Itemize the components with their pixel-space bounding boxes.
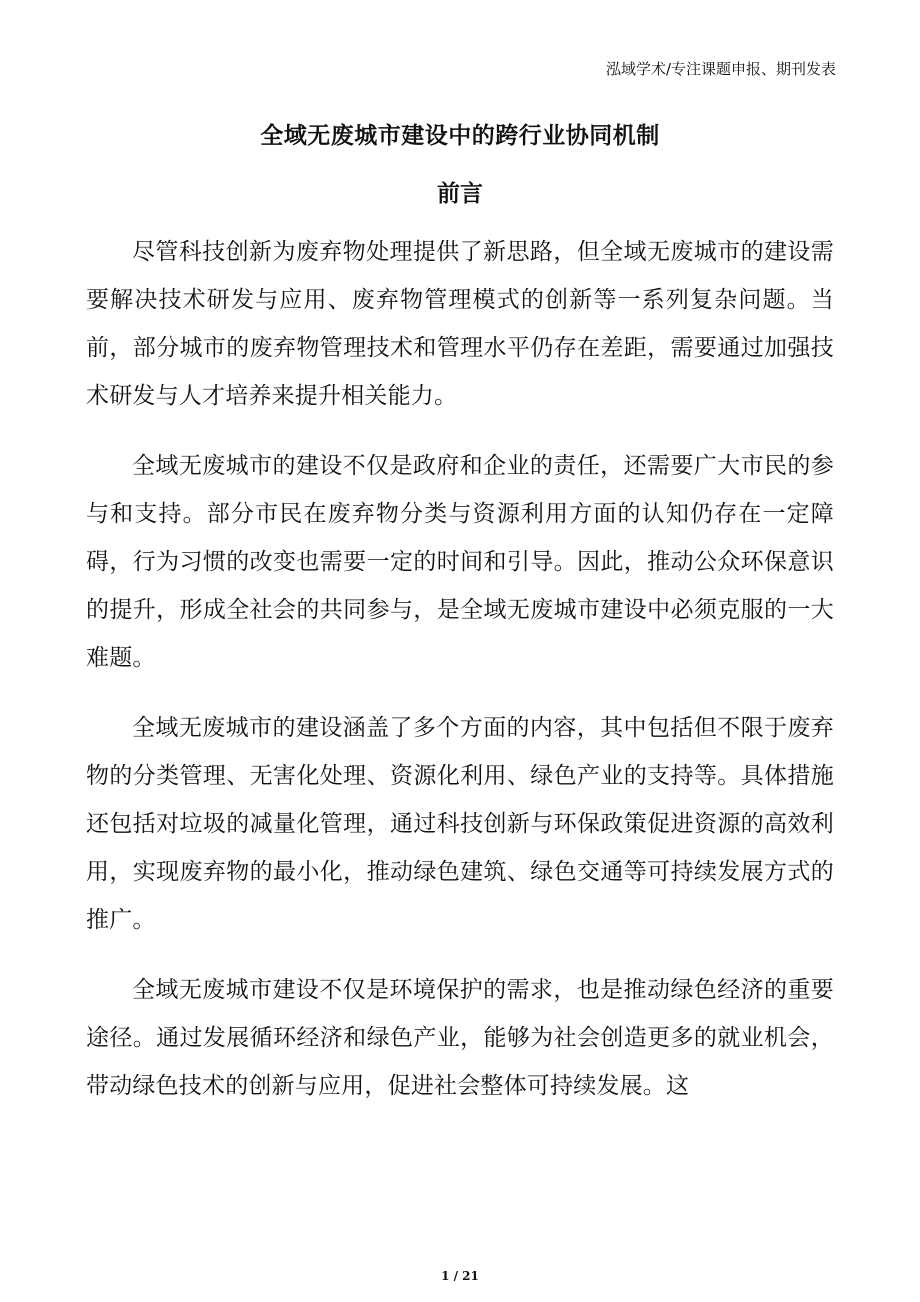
document-title: 全域无废城市建设中的跨行业协同机制 [260, 123, 660, 149]
paragraph-1: 尽管科技创新为废弃物处理提供了新思路，但全域无废城市的建设需要解决技术研发与应用、废弃物管理模式的创新等一系列复杂问题。当前，部分城市的废弃物管理技术和管理水平仍存在差距，需要通过加强技术研发与人才培养来提升相关能力。 [86, 239, 834, 409]
section-heading: 前言 [437, 181, 483, 207]
paragraph-4: 全域无废城市建设不仅是环境保护的需求，也是推动绿色经济的重要途径。通过发展循环经济和绿色产业，能够为社会创造更多的就业机会，带动绿色技术的创新与应用，促进社会整体可持续发展。这 [86, 977, 834, 1099]
paragraph-3: 全域无废城市的建设涵盖了多个方面的内容，其中包括但不限于废弃物的分类管理、无害化处理、资源化利用、绿色产业的支持等。具体措施还包括对垃圾的减量化管理，通过科技创新与环保政策促进资源的高效利用，实现废弃物的最小化，推动绿色建筑、绿色交通等可持续发展方式的推广。 [86, 715, 834, 933]
page-number: 1 / 21 [441, 1269, 479, 1283]
document-body [86, 228, 834, 1132]
header-note: 泓域学术/专注课题申报、期刊发表 [605, 60, 836, 78]
paragraph-2: 全域无废城市的建设不仅是政府和企业的责任，还需要广大市民的参与和支持。部分市民在废弃物分类与资源利用方面的认知仍存在一定障碍，行为习惯的改变也需要一定的时间和引导。因此，推动公众环保意识的提升，形成全社会的共同参与，是全域无废城市建设中必须克服的一大难题。 [86, 453, 834, 671]
